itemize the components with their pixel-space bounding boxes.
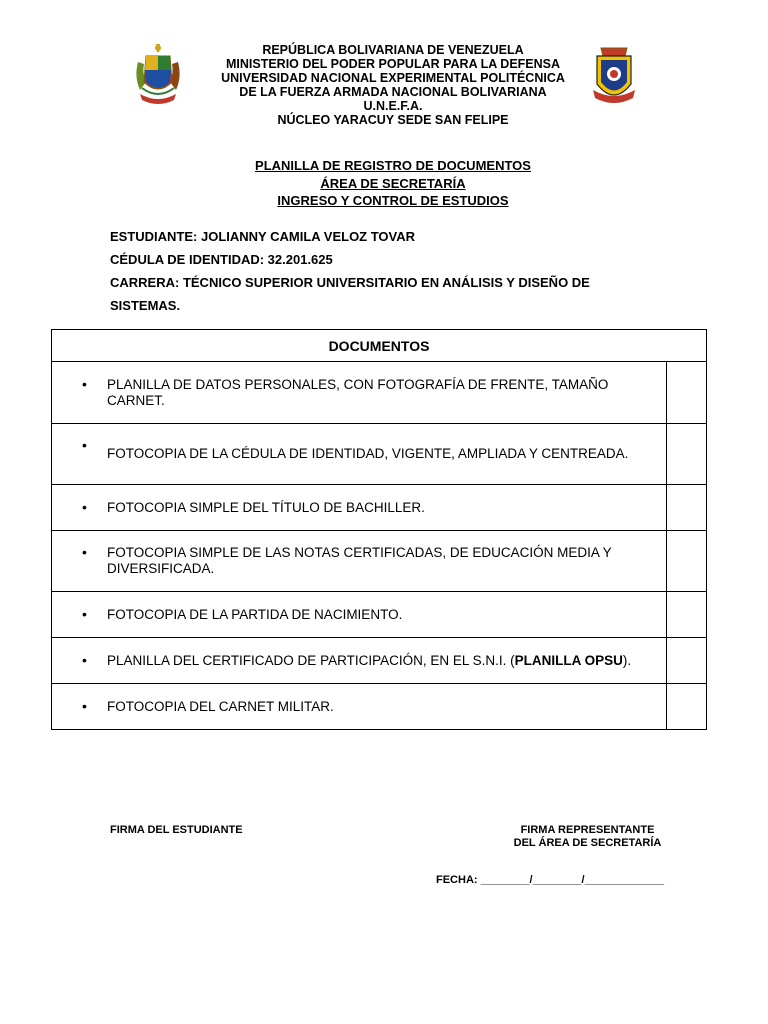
title-line: ÁREA DE SECRETARÍA [320, 175, 466, 191]
document-title [200, 157, 586, 210]
document-item [52, 638, 667, 684]
student-signature-label: FIRMA DEL ESTUDIANTE [110, 824, 243, 836]
table-row [52, 531, 707, 592]
document-text: FOTOCOPIA SIMPLE DE LAS NOTAS CERTIFICADAS, DE EDUCACIÓN MEDIA Y DIVERSIFICADA. [107, 545, 612, 576]
header-line: U.N.E.F.A. [363, 99, 423, 113]
bullet-icon: • [82, 499, 87, 515]
document-text: FOTOCOPIA DE LA CÉDULA DE IDENTIDAD, VIGENTE, AMPLIADA Y CENTREADA. [107, 446, 629, 461]
signature-line: DEL ÁREA DE SECRETARÍA [513, 836, 662, 849]
document-item [52, 485, 667, 531]
table-header: DOCUMENTOS [52, 330, 707, 362]
student-name: ESTUDIANTE: JOLIANNY CAMILA VELOZ TOVAR [110, 229, 416, 244]
document-text: PLANILLA DE DATOS PERSONALES, CON FOTOGRAFÍA DE FRENTE, TAMAÑO CARNET. [107, 376, 609, 408]
table-row [52, 485, 707, 531]
header-line: REPÚBLICA BOLIVARIANA DE VENEZUELA [262, 43, 524, 57]
document-text: FOTOCOPIA SIMPLE DEL TÍTULO DE BACHILLER. [107, 499, 425, 515]
header-line: DE LA FUERZA ARMADA NACIONAL BOLIVARIANA [239, 85, 547, 99]
header-line: UNIVERSIDAD NACIONAL EXPERIMENTAL POLITÉCNICA [221, 71, 565, 85]
document-text-bold: PLANILLA OPSU [514, 652, 623, 668]
student-career-cont: SISTEMAS. [110, 298, 181, 313]
document-item [52, 424, 667, 485]
table-row [52, 424, 707, 485]
documents-table [51, 329, 707, 730]
table-row [52, 638, 707, 684]
institution-header [205, 43, 581, 127]
student-id: CÉDULA DE IDENTIDAD: 32.201.625 [110, 252, 333, 267]
bullet-icon: • [82, 437, 87, 453]
document-text: FOTOCOPIA DEL CARNET MILITAR. [107, 698, 334, 714]
title-line: INGRESO Y CONTROL DE ESTUDIOS [277, 193, 509, 208]
bullet-icon: • [82, 606, 87, 622]
document-item [52, 592, 667, 638]
coat-of-arms-icon [132, 42, 184, 110]
student-info [110, 225, 670, 317]
document-item [52, 684, 667, 730]
bullet-icon: • [82, 544, 87, 560]
checkbox-cell[interactable] [667, 684, 707, 730]
signature-line: FIRMA REPRESENTANTE [520, 824, 655, 836]
unefa-shield-icon [589, 44, 639, 110]
table-row [52, 592, 707, 638]
checkbox-cell[interactable] [667, 638, 707, 684]
table-header-row [52, 330, 707, 362]
document-text: FOTOCOPIA DE LA PARTIDA DE NACIMIENTO. [107, 606, 403, 622]
header-line: MINISTERIO DEL PODER POPULAR PARA LA DEFENSA [225, 57, 561, 71]
bullet-icon: • [82, 652, 87, 668]
checkbox-cell[interactable] [667, 424, 707, 485]
table-row [52, 362, 707, 424]
bullet-icon: • [82, 698, 87, 714]
document-text: PLANILLA DEL CERTIFICADO DE PARTICIPACIÓN, EN EL S.N.I. ( [107, 652, 515, 668]
secretary-signature-label [500, 824, 675, 849]
checkbox-cell[interactable] [667, 362, 707, 424]
title-line: PLANILLA DE REGISTRO DE DOCUMENTOS [255, 158, 531, 173]
checkbox-cell[interactable] [667, 485, 707, 531]
document-text-after: ). [622, 652, 632, 668]
table-row [52, 684, 707, 730]
document-item [52, 362, 667, 424]
student-career: CARRERA: TÉCNICO SUPERIOR UNIVERSITARIO EN ANÁLISIS Y DISEÑO DE [110, 275, 590, 290]
checkbox-cell[interactable] [667, 592, 707, 638]
document-item [52, 531, 667, 592]
date-field[interactable]: FECHA: ________/________/_____________ [436, 874, 665, 886]
checkbox-cell[interactable] [667, 531, 707, 592]
header-line: NÚCLEO YARACUY SEDE SAN FELIPE [277, 113, 509, 127]
bullet-icon: • [82, 376, 87, 392]
